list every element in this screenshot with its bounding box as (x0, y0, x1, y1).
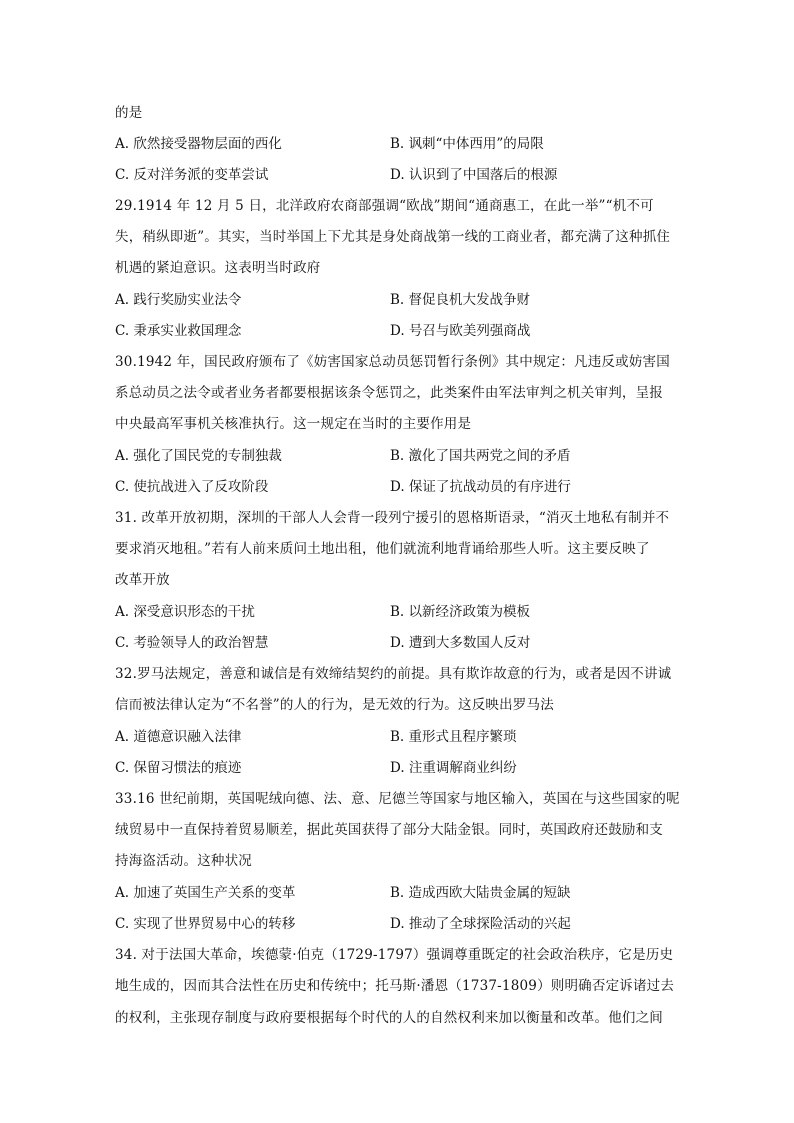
q31-option-d: D. 遭到大多数国人反对 (390, 635, 531, 651)
q33-option-a: A. 加速了英国生产关系的变革 (115, 885, 296, 901)
q29-stem-line-3: 机遇的紧迫意识。这表明当时政府 (115, 260, 321, 276)
q33-option-c: C. 实现了世界贸易中心的转移 (115, 916, 296, 932)
question-28-stem-end: 的是 (115, 105, 143, 121)
q31-stem-line-1: 31. 改革开放初期，深圳的干部人人会背一段列宁援引的恩格斯语录，“消灭土地私有制并不 (115, 510, 670, 526)
q33-option-d: D. 推动了全球探险活动的兴起 (390, 916, 571, 932)
q34-stem-line-3: 的权利，主张现存制度与政府要根据每个时代的人的自然权利来加以衡量和改革。他们之间 (115, 1010, 663, 1026)
q31-option-c: C. 考验领导人的政治智慧 (115, 635, 269, 651)
q31-stem-line-3: 改革开放 (115, 572, 170, 588)
q34-stem-line-2: 地生成的，因而其合法性在历史和传统中；托马斯·潘恩（1737-1809）则明确否定诉诸过去 (115, 978, 675, 994)
q28-option-c: C. 反对洋务派的变革尝试 (115, 167, 269, 183)
q29-option-a: A. 践行奖励实业法令 (115, 292, 242, 308)
q32-option-d: D. 注重调解商业纠纷 (390, 760, 517, 776)
q33-stem-line-2: 绒贸易中一直保持着贸易顺差，据此英国获得了部分大陆金银。同时，英国政府还鼓励和支 (115, 822, 663, 838)
q30-stem-line-2: 系总动员之法令或者业务者都要根据该条令惩罚之，此类案件由军法审判之机关审判，呈报 (115, 385, 663, 401)
q30-option-a: A. 强化了国民党的专制独裁 (115, 448, 282, 464)
q29-option-b: B. 督促良机大发战争财 (390, 292, 531, 308)
q31-stem-line-2: 要求消灭地租。”若有人前来质问土地出租，他们就流利地背诵给那些人听。这主要反映了 (115, 541, 650, 557)
q29-option-d: D. 号召与欧美列强商战 (390, 323, 531, 339)
q31-option-b: B. 以新经济政策为模板 (390, 604, 531, 620)
q29-stem-line-2: 失，稍纵即逝”。其实，当时举国上下尤其是身处商战第一线的工商业者，都充满了这种抓住 (115, 229, 671, 245)
q32-option-a: A. 道德意识融入法律 (115, 729, 242, 745)
q32-stem-line-2: 信而被法律认定为“不名誉”的人的行为，是无效的行为。这反映出罗马法 (115, 697, 554, 713)
q28-option-b: B. 讽刺“中体西用”的局限 (390, 136, 544, 152)
q33-option-b: B. 造成西欧大陆贵金属的短缺 (390, 885, 571, 901)
q30-option-d: D. 保证了抗战动员的有序进行 (390, 479, 571, 495)
q31-option-a: A. 深受意识形态的干扰 (115, 604, 255, 620)
q32-stem-line-1: 32.罗马法规定，善意和诚信是有效缔结契约的前提。具有欺诈故意的行为，或者是因不讲诚 (115, 666, 672, 682)
q33-stem-line-3: 持海盗活动。这种状况 (115, 853, 252, 869)
q30-stem-line-3: 中央最高军事机关核准执行。这一规定在当时的主要作用是 (115, 416, 472, 432)
q34-stem-line-1: 34. 对于法国大革命，埃德蒙·伯克（1729-1797）强调尊重既定的社会政治秩序，它是历史 (115, 947, 674, 963)
q29-stem-line-1: 29.1914 年 12 月 5 日，北洋政府农商部强调“欧战”期间“通商惠工，在此一举”“机不可 (115, 198, 654, 214)
q28-option-d: D. 认识到了中国落后的根源 (390, 167, 558, 183)
q29-option-c: C. 秉承实业救国理念 (115, 323, 242, 339)
q32-option-b: B. 重形式且程序繁琐 (390, 729, 517, 745)
q28-option-a: A. 欣然接受器物层面的西化 (115, 136, 282, 152)
q33-stem-line-1: 33.16 世纪前期，英国呢绒向德、法、意、尼德兰等国家与地区输入，英国在与这些国家的呢 (115, 791, 680, 807)
q30-option-b: B. 激化了国共两党之间的矛盾 (390, 448, 571, 464)
q30-stem-line-1: 30.1942 年，国民政府颁布了《妨害国家总动员惩罚暂行条例》其中规定：凡违反或妨害国 (115, 354, 670, 370)
q32-option-c: C. 保留习惯法的痕迹 (115, 760, 242, 776)
q30-option-c: C. 使抗战进入了反攻阶段 (115, 479, 269, 495)
